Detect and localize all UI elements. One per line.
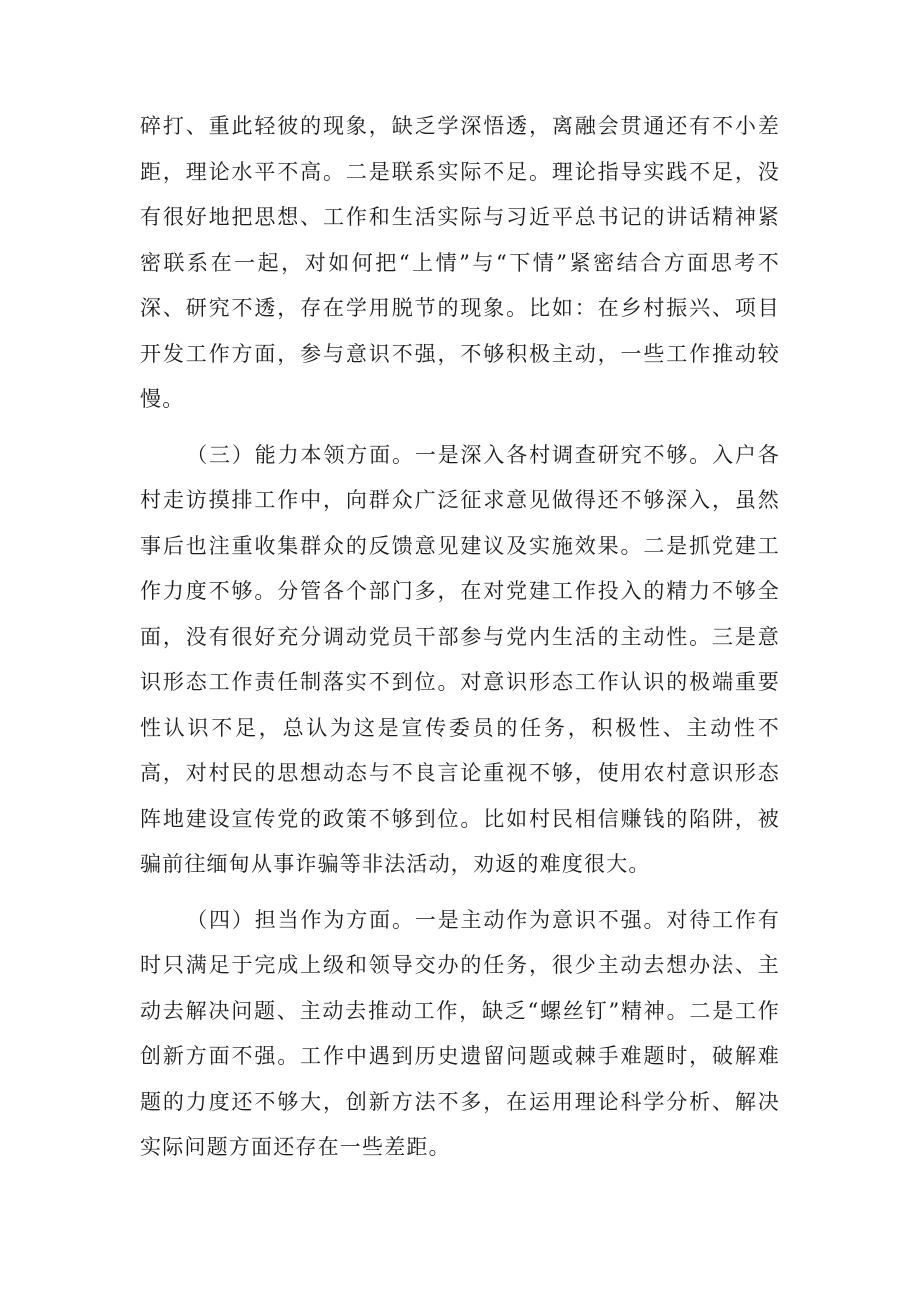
paragraph-responsibility-action: （四）担当作为方面。一是主动作为意识不强。对待工作有时只满足于完成上级和领导交办的任务，很少主动去想办法、主动去解决问题、主动去推动工作，缺乏“螺丝钉”精神。二是工作创新方面不强。工作中遇到历史遗留问题或棘手难题时，破解难题的力度还不够大，创新方法不多，在运用理论科学分析、解决实际问题方面还存在一些差距。 (140, 907, 780, 1159)
paragraph-continuation: 碎打、重此轻彼的现象，缺乏学深悟透，离融会贯通还有不小差距，理论水平不高。二是联系实际不足。理论指导实践不足，没有很好地把思想、工作和生活实际与习近平总书记的讲话精神紧密联系在一起，对如何把“上情”与“下情”紧密结合方面思考不深、研究不透，存在学用脱节的现象。比如：在乡村振兴、项目开发工作方面，参与意识不强，不够积极主动，一些工作推动较慢。 (140, 114, 780, 411)
paragraph-ability-skills: （三）能力本领方面。一是深入各村调查研究不够。入户各村走访摸排工作中，向群众广泛征求意见做得还不够深入，虽然事后也注重收集群众的反馈意见建议及实施效果。二是抓党建工作力度不够。分管各个部门多，在对党建工作投入的精力不够全面，没有很好充分调动党员干部参与党内生活的主动性。三是意识形态工作责任制落实不到位。对意识形态工作认识的极端重要性认识不足，总认为这是宣传委员的任务，积极性、主动性不高，对村民的思想动态与不良言论重视不够，使用农村意识形态阵地建设宣传党的政策不够到位。比如村民相信赚钱的陷阱，被骗前往缅甸从事诈骗等非法活动，劝返的难度很大。 (140, 442, 780, 876)
document-body (140, 104, 780, 1171)
